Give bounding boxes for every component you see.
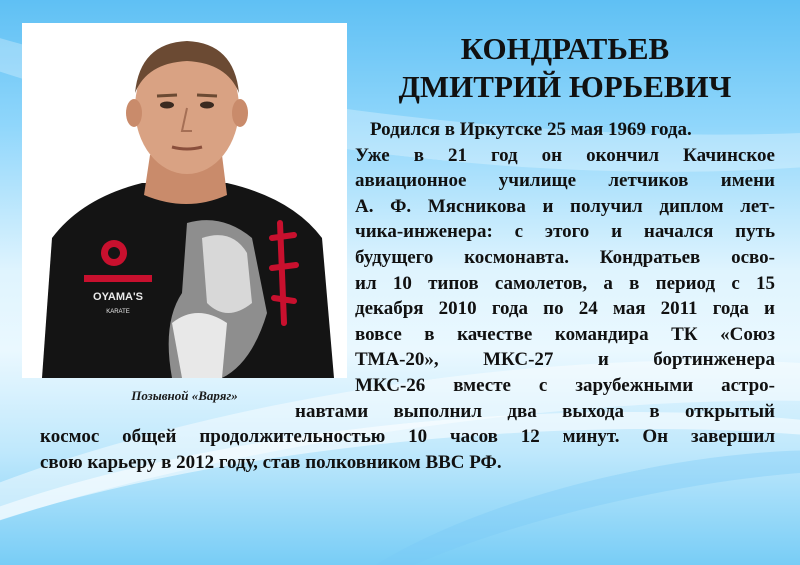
bio-line: Родился в Иркутске 25 мая 1969 года.	[370, 119, 692, 140]
bio-line: МКС-26 вместе с зарубежными астро-	[355, 375, 775, 396]
photo-caption: Позывной «Варяг»	[131, 388, 238, 403]
bio-line: ТМА-20», МКС-27 и бортинженера	[355, 349, 775, 371]
bio-line: авиационное училище летчиков имени	[355, 170, 775, 192]
bio-line: Уже в 21 год он окончил Качинское	[355, 144, 775, 166]
bio-line: ил 10 типов самолетов, а в период с 15	[355, 272, 775, 294]
title-name: ДМИТРИЙ ЮРЬЕВИЧ	[398, 69, 732, 104]
shirt-subtext: KARATE	[106, 309, 130, 315]
bio-line: свою карьеру в 2012 году, став полковником ВВС РФ.	[40, 451, 502, 473]
shirt-text: OYAMA'S	[93, 291, 143, 303]
bio-line: чика-инженера: с этого и начался путь	[355, 221, 775, 243]
bio-line: будущего космонавта. Кондратьев осво-	[355, 247, 775, 268]
title-surname: КОНДРАТЬЕВ	[460, 31, 670, 66]
bio-line: космос общей продолжительностью 10 часов 12 минут. Он завершил	[40, 426, 775, 448]
bio-line: навтами выполнил два выхода в открытый	[295, 400, 775, 422]
bio-line: вовсе в качестве командира ТК «Союз	[355, 323, 775, 345]
bio-line: А. Ф. Мясникова и получил диплом лет-	[355, 195, 775, 217]
bio-line: декабря 2010 года по 24 мая 2011 года и	[355, 298, 775, 320]
